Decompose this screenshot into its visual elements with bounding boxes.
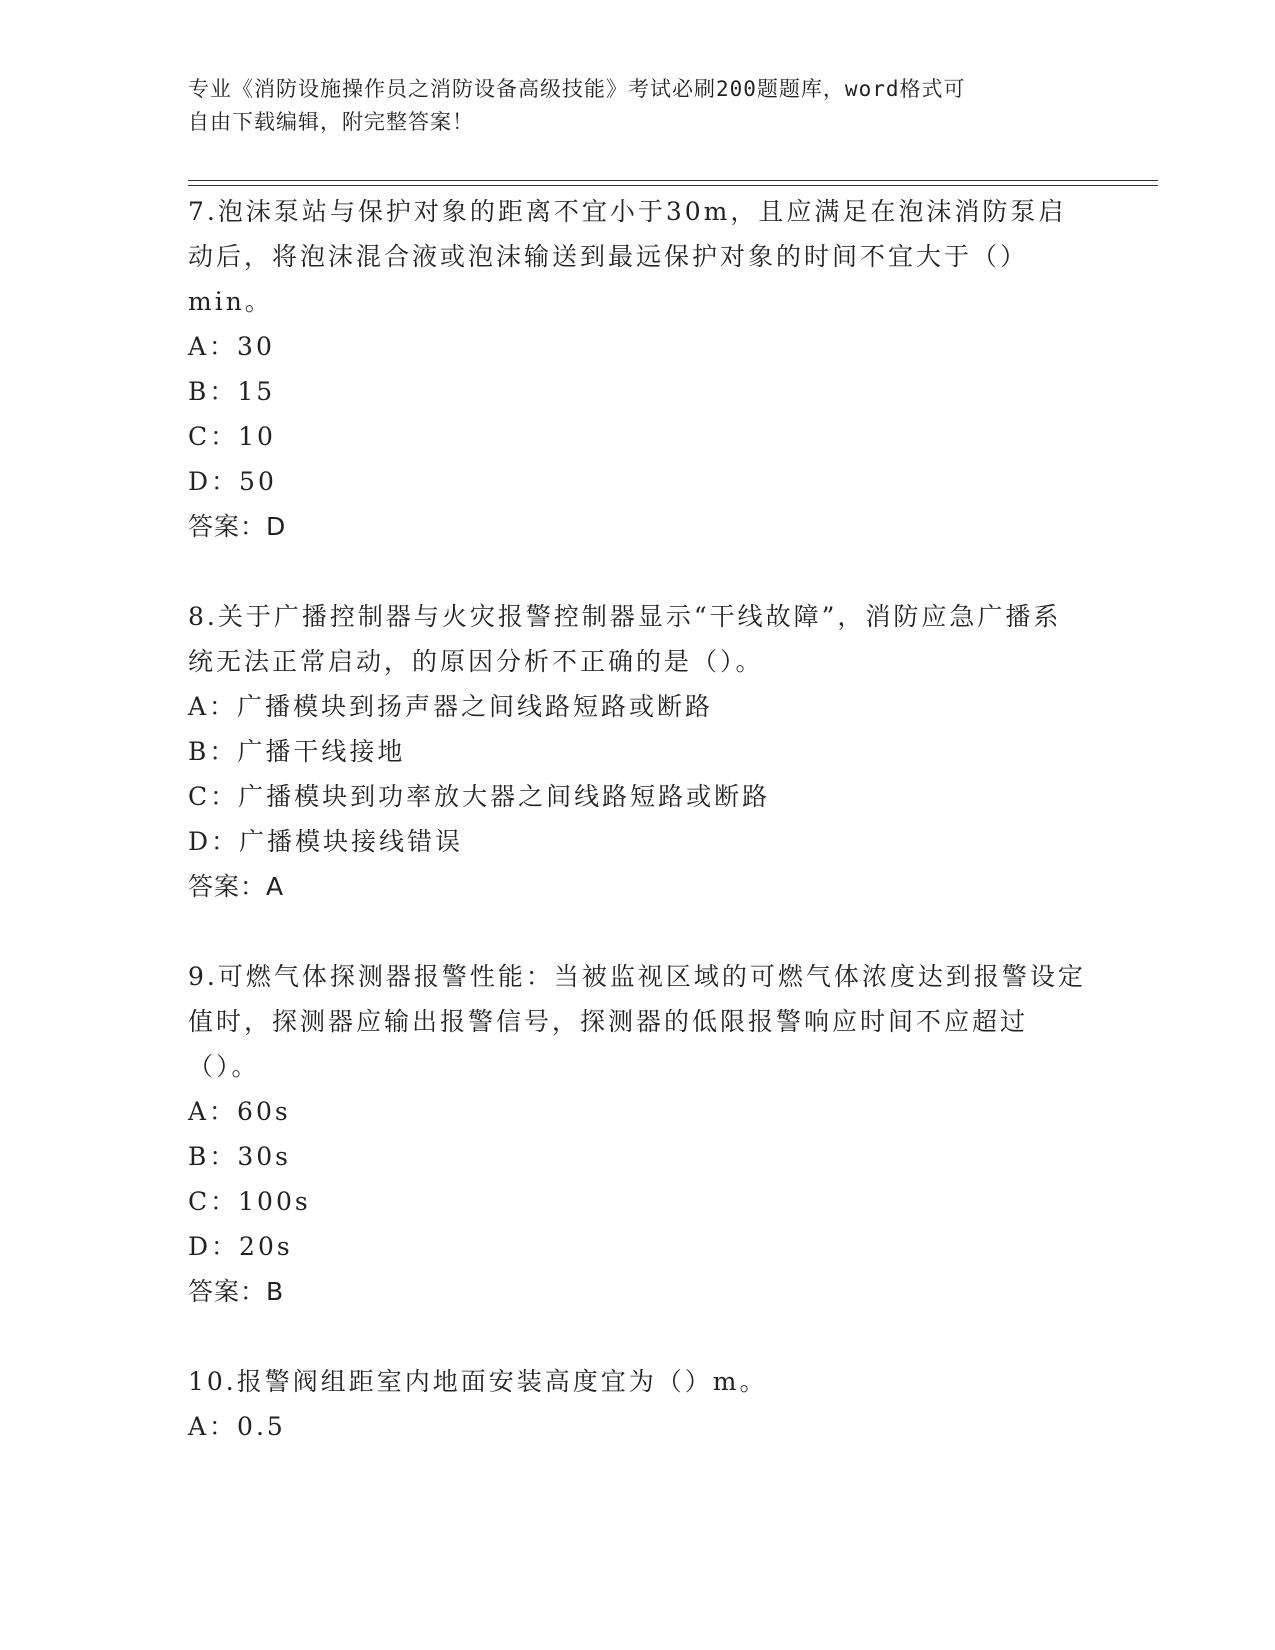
question-7 [188, 189, 1088, 549]
question-text: 10.报警阀组距室内地面安装高度宜为（）m。 [188, 1367, 768, 1396]
answer-line: 答案：D [188, 512, 287, 541]
answer-line: 答案：A [188, 872, 285, 901]
option-d: D：广播模块接线错误 [188, 827, 464, 856]
option-b: B：广播干线接地 [188, 737, 406, 766]
option-a: A：30 [188, 332, 275, 361]
header-line-2: 自由下载编辑，附完整答案！ [188, 110, 474, 134]
question-text: 9.可燃气体探测器报警性能：当被监视区域的可燃气体浓度达到报警设定值时，探测器应输出报警信号，探测器的低限报警响应时间不应超过（）。 [188, 962, 1086, 1081]
question-text: 7.泡沫泵站与保护对象的距离不宜小于30m，且应满足在泡沫消防泵启动后，将泡沫混合液或泡沫输送到最远保护对象的时间不宜大于（）min。 [188, 197, 1067, 316]
question-text: 8.关于广播控制器与火灾报警控制器显示“干线故障”，消防应急广播系统无法正常启动，的原因分析不正确的是（）。 [188, 602, 1062, 676]
option-b: B：30s [188, 1142, 292, 1171]
option-d: D：50 [188, 467, 277, 496]
question-9 [188, 954, 1088, 1314]
header-line-1: 专业《消防设施操作员之消防设备高级技能》考试必刷200题题库，word格式可 [188, 77, 966, 101]
question-list [188, 189, 1088, 1494]
option-c: C：广播模块到功率放大器之间线路短路或断路 [188, 782, 771, 811]
question-10 [188, 1359, 1088, 1449]
header-divider-top [188, 180, 1158, 181]
answer-line: 答案：B [188, 1277, 285, 1306]
option-d: D：20s [188, 1232, 293, 1261]
option-a: A：60s [188, 1097, 291, 1126]
option-c: C：100s [188, 1187, 311, 1216]
question-8 [188, 594, 1088, 909]
option-a: A：0.5 [188, 1412, 286, 1441]
option-b: B：15 [188, 377, 276, 406]
document-header [188, 73, 1088, 139]
option-a: A：广播模块到扬声器之间线路短路或断路 [188, 692, 714, 721]
option-c: C：10 [188, 422, 276, 451]
header-divider-bottom [188, 185, 1158, 186]
